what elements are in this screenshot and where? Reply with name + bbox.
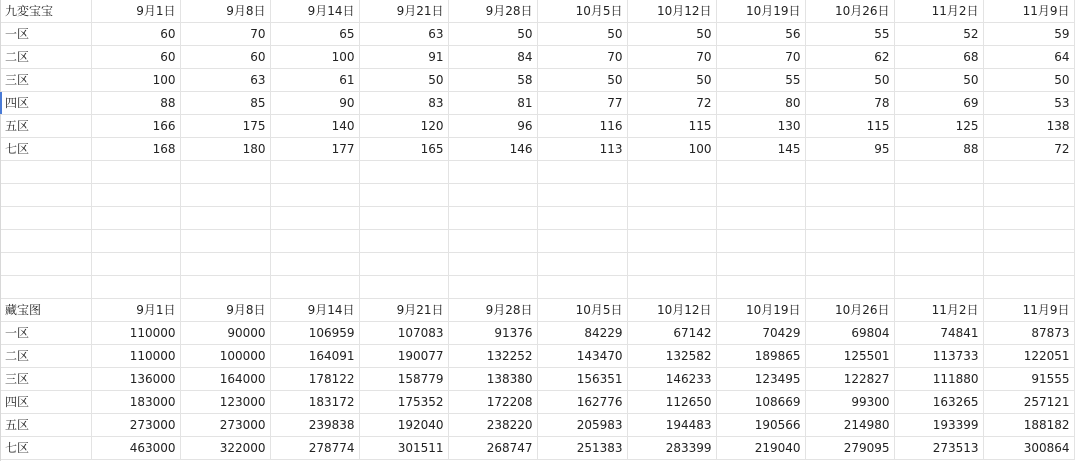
- empty-row: [0, 276, 1074, 299]
- value-cell[interactable]: 100: [270, 46, 359, 69]
- empty-cell[interactable]: [627, 207, 716, 230]
- empty-cell[interactable]: [91, 253, 180, 276]
- date-header-cell[interactable]: 9月21日: [359, 0, 448, 23]
- value-cell[interactable]: 113733: [894, 345, 983, 368]
- value-cell[interactable]: 278774: [270, 437, 359, 460]
- empty-cell[interactable]: [180, 253, 270, 276]
- value-cell[interactable]: 111880: [894, 368, 983, 391]
- empty-cell[interactable]: [270, 276, 359, 299]
- value-cell[interactable]: 238220: [448, 414, 537, 437]
- empty-cell[interactable]: [716, 207, 805, 230]
- value-cell[interactable]: 138380: [448, 368, 537, 391]
- value-cell[interactable]: 52: [894, 23, 983, 46]
- value-cell[interactable]: 106959: [270, 322, 359, 345]
- value-cell[interactable]: 140: [270, 115, 359, 138]
- value-cell[interactable]: 50: [448, 23, 537, 46]
- value-cell[interactable]: 63: [180, 69, 270, 92]
- value-cell[interactable]: 130: [716, 115, 805, 138]
- region-label-cell[interactable]: 一区: [0, 23, 91, 46]
- empty-cell[interactable]: [180, 207, 270, 230]
- value-cell[interactable]: 107083: [359, 322, 448, 345]
- value-cell[interactable]: 300864: [983, 437, 1074, 460]
- empty-cell[interactable]: [270, 184, 359, 207]
- empty-cell[interactable]: [0, 230, 91, 253]
- empty-cell[interactable]: [359, 276, 448, 299]
- table-row: [0, 414, 1074, 437]
- empty-cell[interactable]: [627, 161, 716, 184]
- empty-cell[interactable]: [180, 230, 270, 253]
- value-cell[interactable]: 132252: [448, 345, 537, 368]
- value-cell[interactable]: 164000: [180, 368, 270, 391]
- table2-header-row: [0, 299, 1074, 322]
- value-cell[interactable]: 69: [894, 92, 983, 115]
- date-header-cell[interactable]: 9月8日: [180, 0, 270, 23]
- value-cell[interactable]: 214980: [805, 414, 894, 437]
- date-header-cell[interactable]: 10月12日: [627, 299, 716, 322]
- value-cell[interactable]: 257121: [983, 391, 1074, 414]
- table-row: [0, 92, 1074, 115]
- table-title-cell[interactable]: 九変宝宝: [0, 0, 91, 23]
- empty-cell[interactable]: [0, 184, 91, 207]
- value-cell[interactable]: 177: [270, 138, 359, 161]
- empty-cell[interactable]: [537, 230, 627, 253]
- value-cell[interactable]: 100: [91, 69, 180, 92]
- date-header-cell[interactable]: 9月14日: [270, 0, 359, 23]
- empty-row: [0, 184, 1074, 207]
- empty-cell[interactable]: [983, 161, 1074, 184]
- value-cell[interactable]: 63: [359, 23, 448, 46]
- date-header-cell[interactable]: 9月21日: [359, 299, 448, 322]
- value-cell[interactable]: 60: [91, 46, 180, 69]
- value-cell[interactable]: 194483: [627, 414, 716, 437]
- value-cell[interactable]: 91376: [448, 322, 537, 345]
- empty-cell[interactable]: [805, 161, 894, 184]
- empty-cell[interactable]: [359, 161, 448, 184]
- value-cell[interactable]: 59: [983, 23, 1074, 46]
- value-cell[interactable]: 132582: [627, 345, 716, 368]
- value-cell[interactable]: 112650: [627, 391, 716, 414]
- value-cell[interactable]: 61: [270, 69, 359, 92]
- empty-cell[interactable]: [270, 253, 359, 276]
- empty-cell[interactable]: [983, 253, 1074, 276]
- value-cell[interactable]: 251383: [537, 437, 627, 460]
- value-cell[interactable]: 60: [180, 46, 270, 69]
- empty-cell[interactable]: [270, 230, 359, 253]
- region-label-cell[interactable]: 一区: [0, 322, 91, 345]
- table-row: [0, 138, 1074, 161]
- empty-cell[interactable]: [537, 161, 627, 184]
- value-cell[interactable]: 96: [448, 115, 537, 138]
- table-row: [0, 23, 1074, 46]
- value-cell[interactable]: 205983: [537, 414, 627, 437]
- value-cell[interactable]: 67142: [627, 322, 716, 345]
- empty-cell[interactable]: [894, 253, 983, 276]
- empty-cell[interactable]: [359, 207, 448, 230]
- value-cell[interactable]: 99300: [805, 391, 894, 414]
- value-cell[interactable]: 145: [716, 138, 805, 161]
- empty-cell[interactable]: [894, 276, 983, 299]
- date-header-cell[interactable]: 9月28日: [448, 0, 537, 23]
- value-cell[interactable]: 55: [805, 23, 894, 46]
- value-cell[interactable]: 50: [983, 69, 1074, 92]
- value-cell[interactable]: 50: [359, 69, 448, 92]
- date-header-cell[interactable]: 9月14日: [270, 299, 359, 322]
- date-header-cell[interactable]: 10月19日: [716, 0, 805, 23]
- value-cell[interactable]: 100000: [180, 345, 270, 368]
- value-cell[interactable]: 172208: [448, 391, 537, 414]
- value-cell[interactable]: 463000: [91, 437, 180, 460]
- value-cell[interactable]: 166: [91, 115, 180, 138]
- region-label-cell[interactable]: 五区: [0, 115, 91, 138]
- empty-cell[interactable]: [91, 230, 180, 253]
- empty-cell[interactable]: [627, 230, 716, 253]
- value-cell[interactable]: 95: [805, 138, 894, 161]
- date-header-cell[interactable]: 9月1日: [91, 299, 180, 322]
- value-cell[interactable]: 156351: [537, 368, 627, 391]
- value-cell[interactable]: 219040: [716, 437, 805, 460]
- value-cell[interactable]: 116: [537, 115, 627, 138]
- value-cell[interactable]: 88: [894, 138, 983, 161]
- empty-cell[interactable]: [716, 253, 805, 276]
- value-cell[interactable]: 100: [627, 138, 716, 161]
- value-cell[interactable]: 162776: [537, 391, 627, 414]
- value-cell[interactable]: 192040: [359, 414, 448, 437]
- region-label-cell[interactable]: 二区: [0, 46, 91, 69]
- value-cell[interactable]: 110000: [91, 322, 180, 345]
- value-cell[interactable]: 165: [359, 138, 448, 161]
- value-cell[interactable]: 146233: [627, 368, 716, 391]
- value-cell[interactable]: 239838: [270, 414, 359, 437]
- empty-row: [0, 161, 1074, 184]
- date-header-cell[interactable]: 9月8日: [180, 299, 270, 322]
- value-cell[interactable]: 183000: [91, 391, 180, 414]
- value-cell[interactable]: 113: [537, 138, 627, 161]
- table1-header-row: [0, 0, 1074, 23]
- empty-row: [0, 253, 1074, 276]
- empty-cell[interactable]: [359, 253, 448, 276]
- date-header-cell[interactable]: 10月5日: [537, 299, 627, 322]
- empty-cell[interactable]: [894, 207, 983, 230]
- value-cell[interactable]: 62: [805, 46, 894, 69]
- empty-row: [0, 230, 1074, 253]
- value-cell[interactable]: 190566: [716, 414, 805, 437]
- region-label-cell[interactable]: 七区: [0, 138, 91, 161]
- value-cell[interactable]: 64: [983, 46, 1074, 69]
- empty-cell[interactable]: [91, 161, 180, 184]
- table-row: [0, 115, 1074, 138]
- value-cell[interactable]: 193399: [894, 414, 983, 437]
- value-cell[interactable]: 158779: [359, 368, 448, 391]
- empty-cell[interactable]: [448, 161, 537, 184]
- date-header-cell[interactable]: 10月19日: [716, 299, 805, 322]
- value-cell[interactable]: 115: [805, 115, 894, 138]
- empty-cell[interactable]: [805, 207, 894, 230]
- empty-cell[interactable]: [983, 230, 1074, 253]
- value-cell[interactable]: 72: [627, 92, 716, 115]
- value-cell[interactable]: 122051: [983, 345, 1074, 368]
- date-header-cell[interactable]: 10月26日: [805, 299, 894, 322]
- value-cell[interactable]: 60: [91, 23, 180, 46]
- empty-cell[interactable]: [180, 276, 270, 299]
- value-cell[interactable]: 143470: [537, 345, 627, 368]
- value-cell[interactable]: 50: [627, 69, 716, 92]
- value-cell[interactable]: 164091: [270, 345, 359, 368]
- empty-cell[interactable]: [716, 230, 805, 253]
- value-cell[interactable]: 91: [359, 46, 448, 69]
- empty-cell[interactable]: [448, 230, 537, 253]
- value-cell[interactable]: 70429: [716, 322, 805, 345]
- value-cell[interactable]: 77: [537, 92, 627, 115]
- empty-cell[interactable]: [359, 184, 448, 207]
- empty-cell[interactable]: [537, 207, 627, 230]
- table-row: [0, 437, 1074, 460]
- value-cell[interactable]: 138: [983, 115, 1074, 138]
- empty-cell[interactable]: [91, 184, 180, 207]
- empty-cell[interactable]: [627, 253, 716, 276]
- value-cell[interactable]: 168: [91, 138, 180, 161]
- table-row: [0, 368, 1074, 391]
- table-title-cell[interactable]: 藏宝图: [0, 299, 91, 322]
- region-label-cell[interactable]: 三区: [0, 69, 91, 92]
- value-cell[interactable]: 283399: [627, 437, 716, 460]
- value-cell[interactable]: 50: [894, 69, 983, 92]
- value-cell[interactable]: 81: [448, 92, 537, 115]
- value-cell[interactable]: 301511: [359, 437, 448, 460]
- region-label-cell[interactable]: 二区: [0, 345, 91, 368]
- empty-cell[interactable]: [180, 161, 270, 184]
- empty-cell[interactable]: [0, 276, 91, 299]
- value-cell[interactable]: 273000: [91, 414, 180, 437]
- date-header-cell[interactable]: 11月2日: [894, 0, 983, 23]
- value-cell[interactable]: 68: [894, 46, 983, 69]
- value-cell[interactable]: 136000: [91, 368, 180, 391]
- value-cell[interactable]: 90000: [180, 322, 270, 345]
- table-row: [0, 391, 1074, 414]
- region-label-cell[interactable]: 五区: [0, 414, 91, 437]
- date-header-cell[interactable]: 10月26日: [805, 0, 894, 23]
- empty-cell[interactable]: [805, 253, 894, 276]
- table-row: [0, 322, 1074, 345]
- value-cell[interactable]: 84229: [537, 322, 627, 345]
- value-cell[interactable]: 110000: [91, 345, 180, 368]
- value-cell[interactable]: 50: [805, 69, 894, 92]
- value-cell[interactable]: 70: [537, 46, 627, 69]
- empty-cell[interactable]: [805, 276, 894, 299]
- value-cell[interactable]: 178122: [270, 368, 359, 391]
- value-cell[interactable]: 108669: [716, 391, 805, 414]
- value-cell[interactable]: 125501: [805, 345, 894, 368]
- table-row: [0, 69, 1074, 92]
- value-cell[interactable]: 123495: [716, 368, 805, 391]
- value-cell[interactable]: 175: [180, 115, 270, 138]
- empty-cell[interactable]: [627, 184, 716, 207]
- value-cell[interactable]: 120: [359, 115, 448, 138]
- empty-cell[interactable]: [448, 207, 537, 230]
- grid-left-border: [0, 0, 1, 461]
- value-cell[interactable]: 50: [627, 23, 716, 46]
- empty-cell[interactable]: [983, 184, 1074, 207]
- value-cell[interactable]: 74841: [894, 322, 983, 345]
- value-cell[interactable]: 273000: [180, 414, 270, 437]
- date-header-cell[interactable]: 10月12日: [627, 0, 716, 23]
- value-cell[interactable]: 115: [627, 115, 716, 138]
- empty-cell[interactable]: [805, 184, 894, 207]
- empty-row: [0, 207, 1074, 230]
- value-cell[interactable]: 50: [537, 23, 627, 46]
- value-cell[interactable]: 72: [983, 138, 1074, 161]
- empty-cell[interactable]: [91, 207, 180, 230]
- value-cell[interactable]: 70: [180, 23, 270, 46]
- value-cell[interactable]: 322000: [180, 437, 270, 460]
- value-cell[interactable]: 189865: [716, 345, 805, 368]
- selected-cell-marker: [0, 92, 2, 114]
- empty-cell[interactable]: [716, 184, 805, 207]
- value-cell[interactable]: 175352: [359, 391, 448, 414]
- empty-cell[interactable]: [983, 207, 1074, 230]
- empty-cell[interactable]: [270, 161, 359, 184]
- value-cell[interactable]: 83: [359, 92, 448, 115]
- empty-cell[interactable]: [537, 276, 627, 299]
- empty-cell[interactable]: [805, 230, 894, 253]
- date-header-cell[interactable]: 10月5日: [537, 0, 627, 23]
- value-cell[interactable]: 183172: [270, 391, 359, 414]
- date-header-cell[interactable]: 11月9日: [983, 0, 1074, 23]
- value-cell[interactable]: 55: [716, 69, 805, 92]
- value-cell[interactable]: 70: [627, 46, 716, 69]
- value-cell[interactable]: 268747: [448, 437, 537, 460]
- value-cell[interactable]: 53: [983, 92, 1074, 115]
- value-cell[interactable]: 56: [716, 23, 805, 46]
- empty-cell[interactable]: [448, 276, 537, 299]
- value-cell[interactable]: 190077: [359, 345, 448, 368]
- value-cell[interactable]: 91555: [983, 368, 1074, 391]
- value-cell[interactable]: 146: [448, 138, 537, 161]
- empty-cell[interactable]: [270, 207, 359, 230]
- empty-cell[interactable]: [983, 276, 1074, 299]
- empty-cell[interactable]: [537, 184, 627, 207]
- table-row: [0, 46, 1074, 69]
- date-header-cell[interactable]: 9月28日: [448, 299, 537, 322]
- empty-cell[interactable]: [716, 276, 805, 299]
- value-cell[interactable]: 84: [448, 46, 537, 69]
- table-row: [0, 345, 1074, 368]
- region-label-cell[interactable]: 四区: [0, 92, 91, 115]
- region-label-cell[interactable]: 四区: [0, 391, 91, 414]
- value-cell[interactable]: 50: [537, 69, 627, 92]
- value-cell[interactable]: 69804: [805, 322, 894, 345]
- empty-cell[interactable]: [180, 184, 270, 207]
- empty-cell[interactable]: [359, 230, 448, 253]
- empty-cell[interactable]: [448, 184, 537, 207]
- value-cell[interactable]: 125: [894, 115, 983, 138]
- date-header-cell[interactable]: 11月2日: [894, 299, 983, 322]
- value-cell[interactable]: 85: [180, 92, 270, 115]
- empty-cell[interactable]: [627, 276, 716, 299]
- value-cell[interactable]: 180: [180, 138, 270, 161]
- value-cell[interactable]: 58: [448, 69, 537, 92]
- empty-cell[interactable]: [0, 161, 91, 184]
- value-cell[interactable]: 279095: [805, 437, 894, 460]
- value-cell[interactable]: 163265: [894, 391, 983, 414]
- empty-cell[interactable]: [716, 161, 805, 184]
- empty-cell[interactable]: [894, 230, 983, 253]
- value-cell[interactable]: 87873: [983, 322, 1074, 345]
- value-cell[interactable]: 123000: [180, 391, 270, 414]
- empty-cell[interactable]: [894, 184, 983, 207]
- value-cell[interactable]: 65: [270, 23, 359, 46]
- value-cell[interactable]: 122827: [805, 368, 894, 391]
- empty-cell[interactable]: [537, 253, 627, 276]
- value-cell[interactable]: 90: [270, 92, 359, 115]
- empty-cell[interactable]: [0, 253, 91, 276]
- region-label-cell[interactable]: 七区: [0, 437, 91, 460]
- value-cell[interactable]: 78: [805, 92, 894, 115]
- value-cell[interactable]: 80: [716, 92, 805, 115]
- empty-cell[interactable]: [91, 276, 180, 299]
- region-label-cell[interactable]: 三区: [0, 368, 91, 391]
- value-cell[interactable]: 188182: [983, 414, 1074, 437]
- value-cell[interactable]: 273513: [894, 437, 983, 460]
- date-header-cell[interactable]: 11月9日: [983, 299, 1074, 322]
- empty-cell[interactable]: [894, 161, 983, 184]
- empty-cell[interactable]: [448, 253, 537, 276]
- value-cell[interactable]: 70: [716, 46, 805, 69]
- date-header-cell[interactable]: 9月1日: [91, 0, 180, 23]
- value-cell[interactable]: 88: [91, 92, 180, 115]
- empty-cell[interactable]: [0, 207, 91, 230]
